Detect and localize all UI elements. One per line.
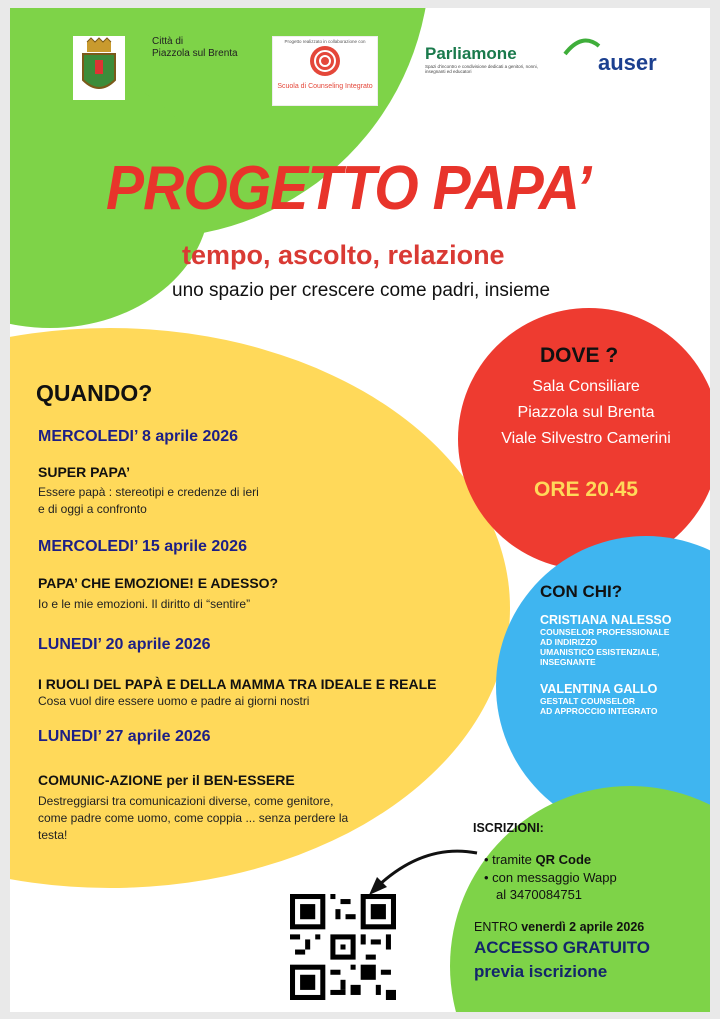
dove-line-3: Viale Silvestro Camerini xyxy=(501,430,671,447)
person-role-2-line-1: GESTALT COUNSELOR xyxy=(540,696,636,706)
city-line-1: Città di xyxy=(152,36,184,47)
deadline xyxy=(474,920,644,934)
person-name-1: CRISTIANA NALESSO xyxy=(540,613,672,627)
phone-number: al 3470084751 xyxy=(496,887,583,902)
city-crest-logo xyxy=(73,36,125,100)
iscrizioni-heading: ISCRIZIONI: xyxy=(473,821,544,835)
event-desc-3-line-1: Cosa vuol dire essere uomo e padre ai giorni nostri xyxy=(38,694,310,708)
event-desc-2 xyxy=(38,596,250,613)
iscr-bullet-2: • con messaggio Wapp xyxy=(484,870,617,885)
event-title-4: COMUNIC-AZIONE per il BEN-ESSERE xyxy=(38,772,295,788)
person-role-1 xyxy=(540,627,669,667)
event-title-2: PAPA’ CHE EMOZIONE! E ADESSO? xyxy=(38,575,279,591)
scuola-name: Scuola di Counseling Integrato xyxy=(277,83,373,90)
city-name xyxy=(152,36,238,60)
parliamone-logo: Parliamone xyxy=(425,44,517,63)
event-title-1: SUPER PAPA’ xyxy=(38,464,131,480)
person-role-1-line-2: AD INDIRIZZO xyxy=(540,637,598,647)
conchi-heading: CON CHI? xyxy=(540,582,623,601)
scuola-small-text: Progetto realizzato in collaborazione con xyxy=(284,39,366,44)
event-desc-4-line-2: come padre come uomo, come coppia ... senza perdere la xyxy=(38,811,349,825)
event-date-2: MERCOLEDI’ 15 aprile 2026 xyxy=(38,538,247,555)
dove-heading: DOVE ? xyxy=(540,344,619,367)
quando-heading: QUANDO? xyxy=(36,380,153,406)
person-role-2 xyxy=(540,696,657,716)
event-desc-2-line-1: Io e le mie emozioni. Il diritto di “sentire” xyxy=(38,597,251,611)
event-desc-4-line-1: Destreggiarsi tra comunicazioni diverse, come genitore, xyxy=(38,794,334,808)
qr-code-label: QR Code xyxy=(535,852,592,867)
event-desc-1 xyxy=(38,484,259,518)
person-role-1-line-1: COUNSELOR PROFESSIONALE xyxy=(540,627,670,637)
scuola-logo xyxy=(272,36,378,106)
parliamone-subtitle: Spazi d'incontro e condivisione dedicati a genitori, nonni, insegnanti ed educatori xyxy=(425,64,538,74)
deadline-date: venerdì 2 aprile 2026 xyxy=(521,920,645,934)
person-role-1-line-4: INSEGNANTE xyxy=(540,657,596,667)
city-line-2: Piazzola sul Brenta xyxy=(152,48,238,59)
event-desc-4 xyxy=(38,793,348,844)
event-desc-1-line-2: e di oggi a confronto xyxy=(38,502,147,516)
event-desc-1-line-1: Essere papà : stereotipi e credenze di ieri xyxy=(38,485,259,499)
dove-line-1: Sala Consiliare xyxy=(532,378,640,395)
previa-iscrizione: previa iscrizione xyxy=(474,962,608,981)
iscr-bullet-2-text: con messaggio Wapp xyxy=(492,870,617,885)
person-name-2: VALENTINA GALLO xyxy=(540,682,658,696)
auser-swoosh-icon xyxy=(562,38,602,60)
auser-logo: auser xyxy=(598,50,657,75)
event-title-3: I RUOLI DEL PAPÀ E DELLA MAMMA TRA IDEALE E REALE xyxy=(38,676,437,692)
flyer-page xyxy=(10,8,710,1012)
event-date-4: LUNEDI’ 27 aprile 2026 xyxy=(38,728,211,745)
event-time: ORE 20.45 xyxy=(534,478,638,501)
event-date-3: LUNEDI’ 20 aprile 2026 xyxy=(38,636,211,653)
person-role-1-line-3: UMANISTICO ESISTENZIALE, xyxy=(540,647,660,657)
event-desc-4-line-3: testa! xyxy=(38,828,68,842)
person-role-2-line-2: AD APPROCCIO INTEGRATO xyxy=(540,706,658,716)
deadline-pre: ENTRO xyxy=(474,920,522,934)
iscr-bullet-1: • tramite QR Code xyxy=(484,852,592,867)
iscr-bullet-1-text: tramite xyxy=(492,852,536,867)
qr-code[interactable] xyxy=(290,894,396,1000)
spiral-icon xyxy=(273,44,377,78)
tagline: tempo, ascolto, relazione xyxy=(182,240,505,270)
dove-line-2: Piazzola sul Brenta xyxy=(517,404,655,421)
accesso-gratuito: ACCESSO GRATUITO xyxy=(474,938,650,957)
page-title: PROGETTO PAPA’ xyxy=(106,154,591,223)
event-date-1: MERCOLEDI’ 8 aprile 2026 xyxy=(38,428,239,445)
event-desc-3 xyxy=(38,693,309,710)
subtitle: uno spazio per crescere come padri, insieme xyxy=(172,280,551,301)
